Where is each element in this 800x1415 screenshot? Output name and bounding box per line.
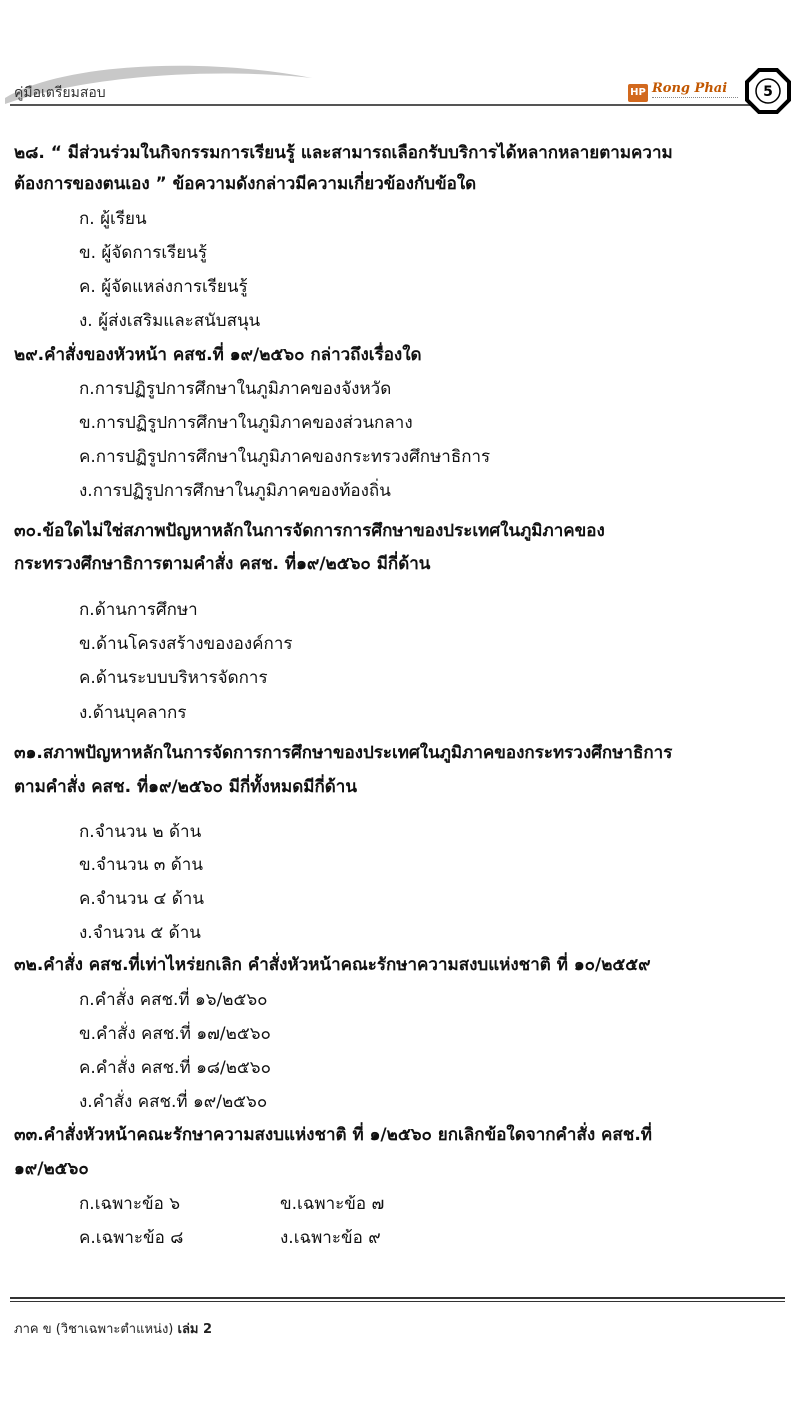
question-30-stem-1: ๓๐.ข้อใดไม่ใช่สภาพปัญหาหลักในการจัดการการศึกษาของประเทศในภูมิภาคของ	[14, 521, 605, 541]
question-33-stem-1: ๓๓.คำสั่งหัวหน้าคณะรักษาความสงบแห่งชาติ ที่ ๑/๒๕๖๐ ยกเลิกข้อใดจากคำสั่ง คสช.ที่	[14, 1125, 653, 1145]
footer-volume: เล่ม 2	[177, 1322, 213, 1337]
question-33-option-d: ง.เฉพาะข้อ ๙	[280, 1228, 381, 1248]
question-31-option-c: ค.จำนวน ๔ ด้าน	[79, 889, 204, 909]
logo-text: Rong Phai	[652, 81, 728, 96]
question-31-option-d: ง.จำนวน ๕ ด้าน	[79, 923, 201, 943]
question-31-stem-1: ๓๑.สภาพปัญหาหลักในการจัดการการศึกษาของประเทศในภูมิภาคของกระทรวงศึกษาธิการ	[14, 743, 673, 763]
question-30-option-d: ง.ด้านบุคลากร	[79, 703, 187, 723]
question-30-option-a: ก.ด้านการศึกษา	[79, 600, 198, 620]
question-33-option-a: ก.เฉพาะข้อ ๖	[79, 1194, 180, 1214]
question-30-stem-2: กระทรวงศึกษาธิการตามคำสั่ง คสช. ที่๑๙/๒๕๖๐ มีกี่ด้าน	[14, 554, 431, 574]
logo-mark: HP	[628, 84, 648, 102]
footer-rule-thin	[10, 1301, 785, 1302]
footer	[14, 1318, 212, 1339]
question-28-stem-1: ๒๘. “ มีส่วนร่วมในกิจกรรมการเรียนรู้ และสามารถเลือกรับบริการได้หลากหลายตามความ	[14, 143, 673, 163]
question-28-option-c: ค. ผู้จัดแหล่งการเรียนรู้	[79, 277, 248, 297]
page-number: 5	[763, 84, 773, 100]
question-32-stem-1: ๓๒.คำสั่ง คสช.ที่เท่าไหร่ยกเลิก คำสั่งหัวหน้าคณะรักษาความสงบแห่งชาติ ที่ ๑๐/๒๕๕๙	[14, 955, 651, 975]
question-28-stem-2: ต้องการของตนเอง ” ข้อความดังกล่าวมีความเกี่ยวข้องกับข้อใด	[14, 174, 477, 194]
question-31-option-a: ก.จำนวน ๒ ด้าน	[79, 822, 202, 842]
header-title: คู่มือเตรียมสอบ	[14, 85, 106, 101]
question-32-option-a: ก.คำสั่ง คสช.ที่ ๑๖/๒๕๖๐	[79, 990, 268, 1010]
rong-phai-logo	[628, 78, 740, 104]
footer-rule-thick	[10, 1297, 785, 1299]
question-30-option-b: ข.ด้านโครงสร้างขององค์การ	[79, 634, 293, 654]
question-28-option-d: ง. ผู้ส่งเสริมและสนับสนุน	[79, 311, 261, 331]
header-rule	[10, 104, 755, 106]
question-32-option-c: ค.คำสั่ง คสช.ที่ ๑๘/๒๕๖๐	[79, 1058, 271, 1078]
question-28-option-b: ข. ผู้จัดการเรียนรู้	[79, 243, 208, 263]
logo-tagline	[652, 97, 738, 100]
question-33-option-c: ค.เฉพาะข้อ ๘	[79, 1228, 184, 1248]
question-29-option-b: ข.การปฏิรูปการศึกษาในภูมิภาคของส่วนกลาง	[79, 413, 413, 433]
question-29-option-d: ง.การปฏิรูปการศึกษาในภูมิภาคของท้องถิ่น	[79, 481, 391, 501]
question-31-stem-2: ตามคำสั่ง คสช. ที่๑๙/๒๕๖๐ มีกี่ทั้งหมดมีกี่ด้าน	[14, 777, 357, 797]
question-32-option-b: ข.คำสั่ง คสช.ที่ ๑๗/๒๕๖๐	[79, 1024, 271, 1044]
question-32-option-d: ง.คำสั่ง คสช.ที่ ๑๙/๒๕๖๐	[79, 1092, 268, 1112]
question-28-option-a: ก. ผู้เรียน	[79, 209, 147, 229]
question-30-option-c: ค.ด้านระบบบริหารจัดการ	[79, 668, 268, 688]
question-29-option-a: ก.การปฏิรูปการศึกษาในภูมิภาคของจังหวัด	[79, 379, 392, 399]
footer-text: ภาค ข (วิชาเฉพาะตำแหน่ง)	[14, 1322, 174, 1337]
page-number-badge	[745, 68, 791, 114]
question-33-stem-2: ๑๙/๒๕๖๐	[14, 1159, 89, 1179]
question-29-option-c: ค.การปฏิรูปการศึกษาในภูมิภาคของกระทรวงศึกษาธิการ	[79, 447, 491, 467]
question-29-stem-1: ๒๙.คำสั่งของหัวหน้า คสช.ที่ ๑๙/๒๕๖๐ กล่าวถึงเรื่องใด	[14, 345, 422, 365]
question-33-option-b: ข.เฉพาะข้อ ๗	[280, 1194, 385, 1214]
question-31-option-b: ข.จำนวน ๓ ด้าน	[79, 855, 203, 875]
